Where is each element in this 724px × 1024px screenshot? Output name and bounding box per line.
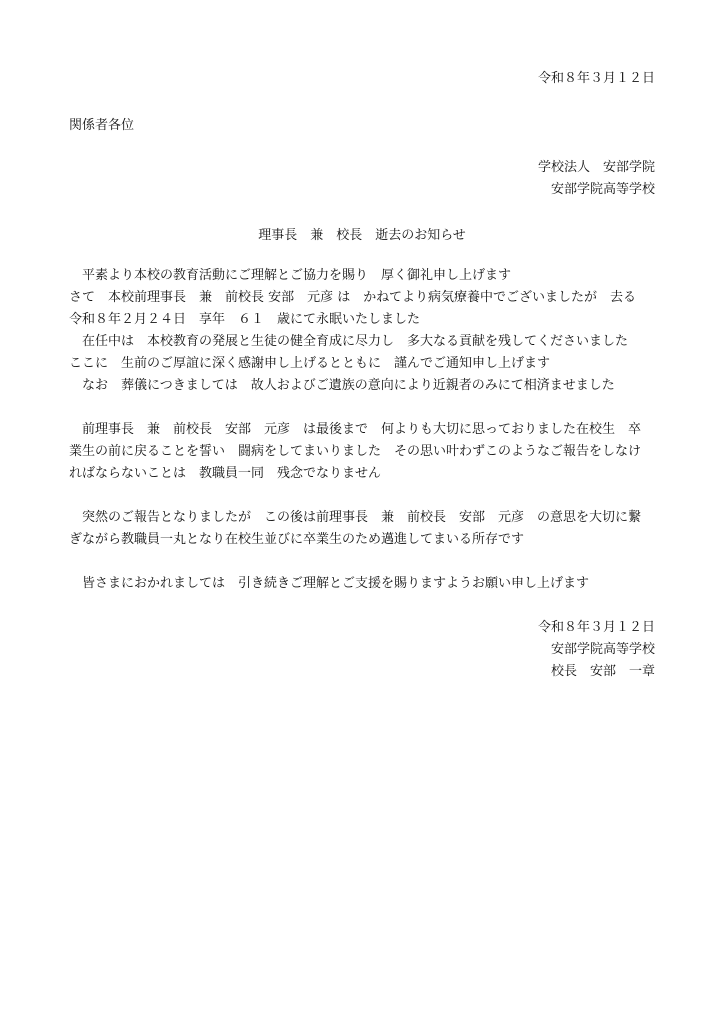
body-line: 在任中は 本校教育の発展と生徒の健全育成に尽力し 多大なる貢献を残してくださいました bbox=[69, 334, 629, 349]
recipient: 関係者各位 bbox=[69, 118, 135, 133]
body-line: 皆さまにおかれましては 引き続きご理解とご支援を賜りますようお願い申し上げます bbox=[69, 576, 590, 591]
footer-signatory: 校長 安部 一章 bbox=[550, 664, 655, 679]
body-line: 業生の前に戻ることを誓い 闘病をしてまいりました その思い叶わずこのようなご報告をしなけ bbox=[69, 444, 642, 459]
body-line: ここに 生前のご厚誼に深く感謝申し上げるとともに 謹んでご通知申し上げます bbox=[69, 356, 551, 371]
sender-organization: 学校法人 安部学院 bbox=[537, 160, 655, 175]
body-line: ぎながら教職員一丸となり在校生並びに卒業生のため邁進してまいる所存です bbox=[69, 532, 525, 547]
footer-school: 安部学院高等学校 bbox=[550, 642, 655, 657]
body-line: 突然のご報告となりましたが この後は前理事長 兼 前校長 安部 元彦 の意思を大切に繋 bbox=[69, 510, 642, 525]
sender-school: 安部学院高等学校 bbox=[550, 182, 655, 197]
body-line: 平素より本校の教育活動にご理解とご協力を賜り 厚く御礼申し上げます bbox=[69, 268, 512, 283]
body-line: さて 本校前理事長 兼 前校長 安部 元彦 は かねてより病気療養中でございましたが 去る bbox=[69, 290, 636, 305]
header-date: 令和８年３月１２日 bbox=[537, 71, 655, 86]
body-line: ればならないことは 教職員一同 残念でなりません bbox=[69, 466, 382, 481]
document-title: 理事長 兼 校長 逝去のお知らせ bbox=[258, 228, 466, 243]
body-line: 令和８年２月２４日 享年 ６１ 歳にて永眠いたしました bbox=[69, 312, 421, 327]
body-line: 前理事長 兼 前校長 安部 元彦 は最後まで 何よりも大切に思っておりました在校生 卒 bbox=[69, 422, 642, 437]
footer-date: 令和８年３月１２日 bbox=[537, 620, 655, 635]
body-line: なお 葬儀につきましては 故人およびご遺族の意向により近親者のみにて相済ませました bbox=[69, 378, 615, 393]
